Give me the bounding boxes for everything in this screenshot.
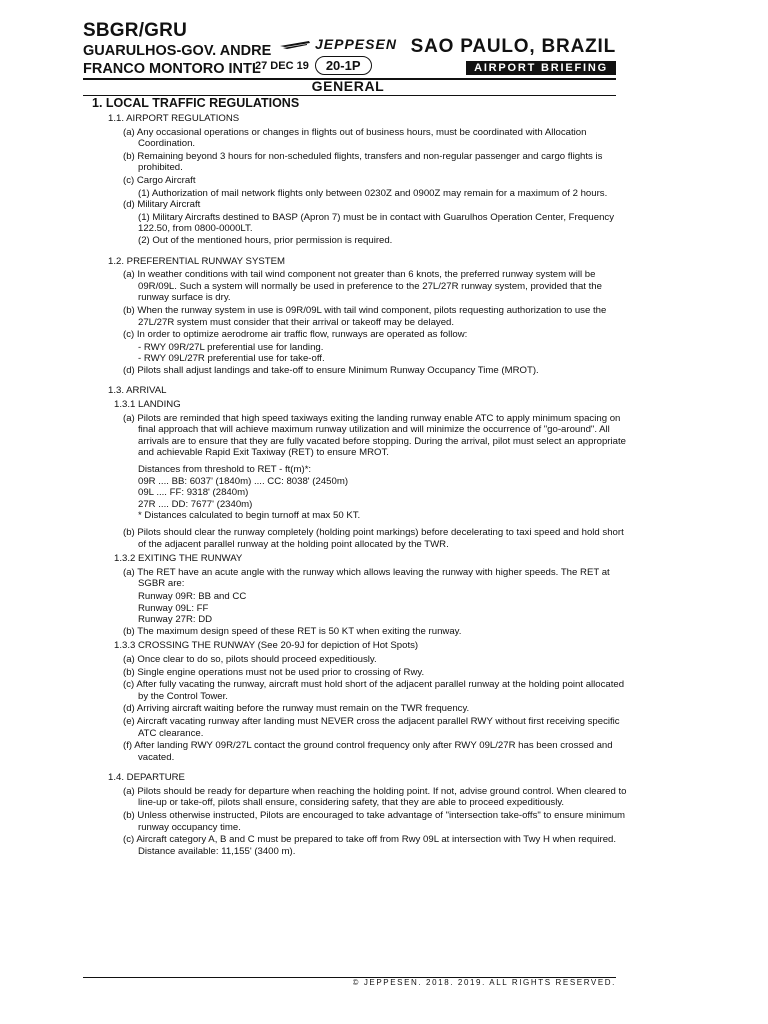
item-1-3-2-a: (a) The RET have an acute angle with the runway which allows leaving the runway with higher speeds. The RET at SGBR are: <box>123 566 610 590</box>
item-1-3-2-b: (b) The maximum design speed of these RET is 50 KT when exiting the runway. <box>123 625 462 637</box>
item-1-1-c1: (1) Authorization of mail network flights only between 0230Z and 0900Z may remain for a maximum of 2 hours. <box>138 187 608 199</box>
item-1-1-b: (b) Remaining beyond 3 hours for non-scheduled flights, transfers and non-regular passenger and cargo flights is prohibited. <box>123 150 603 174</box>
ret-distance-27r: 27R .... DD: 7677' (2340m) <box>138 498 253 510</box>
jeppesen-logo <box>279 36 405 52</box>
city-country: SAO PAULO, BRAZIL <box>410 36 616 57</box>
airport-code: SBGR/GRU <box>83 20 187 41</box>
brand-name: JEPPESEN <box>315 36 397 52</box>
item-1-4-b: (b) Unless otherwise instructed, Pilots are encouraged to take advantage of "intersection take-offs" to ensure minimum runway occupancy time. <box>123 810 626 833</box>
item-1-3-3-b: (b) Single engine operations must not be used prior to crossing of Rwy. <box>123 666 425 678</box>
item-1-3-3-f: (f) After landing RWY 09R/27L contact the ground control frequency only after RWY 09L/27R has been crossed and vacated. <box>123 740 613 763</box>
item-1-3-3-d: (d) Arriving aircraft waiting before the runway must remain on the TWR frequency. <box>123 703 470 715</box>
item-1-3-3-c: (c) After fully vacating the runway, aircraft must hold short of the adjacent parallel runway at the holding point allocated by the Control Tower. <box>123 679 625 702</box>
item-1-2-d: (d) Pilots shall adjust landings and take-off to ensure Minimum Runway Occupancy Time (MROT). <box>123 364 539 376</box>
heading-exiting-runway: 1.3.2 EXITING THE RUNWAY <box>114 553 243 565</box>
heading-crossing-runway: 1.3.3 CROSSING THE RUNWAY (See 20-9J for depiction of Hot Spots) <box>114 640 419 652</box>
item-1-3-3-a: (a) Once clear to do so, pilots should proceed expeditiously. <box>123 653 377 665</box>
ret-runway-27r: Runway 27R: DD <box>138 614 213 626</box>
briefing-body <box>92 96 627 858</box>
item-1-2-c1: - RWY 09R/27L preferential use for landing. <box>138 341 324 353</box>
heading-local-traffic: 1. LOCAL TRAFFIC REGULATIONS <box>92 96 300 110</box>
heading-arrival: 1.3. ARRIVAL <box>108 385 167 397</box>
item-1-1-d2: (2) Out of the mentioned hours, prior permission is required. <box>138 234 393 246</box>
item-1-2-c2: - RWY 09L/27R preferential use for take-off. <box>138 353 325 365</box>
item-1-3-1-a: (a) Pilots are reminded that high speed taxiways exiting the landing runway enable ATC to apply minimum spacing on final approach that will achieve maximum runway utilization and will minimize the occurrence of "go-around". All arrivals are to ensure that they are fully vacated before stopping. During the arrival, pilot must select an appropriate and achievable Rapid Exit Taxiway (RET) to ensure MROT. <box>123 412 626 459</box>
airport-name-line1: GUARULHOS-GOV. ANDRE <box>83 43 272 59</box>
ret-distance-09l: 09L .... FF: 9318' (2840m) <box>138 487 249 499</box>
item-1-2-b: (b) When the runway system in use is 09R/09L with tail wind component, pilots requesting authorization to use the 27L/27R system must consider that their arrival or takeoff may be delayed. <box>123 304 607 328</box>
item-1-1-a: (a) Any occasional operations or changes in flights out of business hours, must be coordinated with Allocation Coordination. <box>123 126 587 150</box>
ret-distances-title: Distances from threshold to RET - ft(m)*: <box>138 464 312 476</box>
chart-date: 27 DEC 19 <box>255 59 309 72</box>
ret-distance-09r: 09R .... BB: 6037' (1840m) .... CC: 8038' (2450m) <box>138 475 349 487</box>
item-1-1-d: (d) Military Aircraft <box>123 199 201 211</box>
item-1-3-1-b: (b) Pilots should clear the runway completely (holding point markings) before decelerating to taxi speed and hold short of the adjacent parallel runway at the holding point allocated by the TWR. <box>123 527 624 550</box>
location-block <box>411 36 616 76</box>
heading-preferential-runway: 1.2. PREFERENTIAL RUNWAY SYSTEM <box>108 255 285 267</box>
ret-runway-09l: Runway 09L: FF <box>138 602 209 614</box>
ret-runway-09r: Runway 09R: BB and CC <box>138 590 247 602</box>
ret-distance-note: * Distances calculated to begin turnoff at max 50 KT. <box>138 510 361 522</box>
publisher-block <box>255 36 405 75</box>
chart-id: 20-1P <box>315 56 372 75</box>
airport-identity <box>83 20 271 78</box>
item-1-3-3-e: (e) Aircraft vacating runway after landing must NEVER cross the adjacent parallel RWY without first receiving specific ATC clearance. <box>123 715 620 739</box>
item-1-4-a: (a) Pilots should be ready for departure when reaching the holding point. If not, advise ground control. When cleared to line-up or take-off, pilots shall ensure, considering safety, that they are able to proceed expeditiously. <box>123 785 627 809</box>
item-1-2-a: (a) In weather conditions with tail wind component not greater than 6 knots, the preferred runway system will be 09R/09L. Such a system will normally be used in preference to the 27L/27R runway system, provided that the runway surface is dry. <box>123 269 602 304</box>
airport-briefing-badge: AIRPORT BRIEFING <box>466 61 616 75</box>
copyright-notice: © JEPPESEN, 2018, 2019. ALL RIGHTS RESERVED. <box>352 978 616 985</box>
heading-airport-regulations: 1.1. AIRPORT REGULATIONS <box>108 113 240 124</box>
item-1-1-c: (c) Cargo Aircraft <box>123 174 196 186</box>
item-1-2-c: (c) In order to optimize aerodrome air traffic flow, runways are operated as follow: <box>123 329 468 341</box>
chart-meta <box>255 56 405 75</box>
heading-landing: 1.3.1 LANDING <box>114 399 181 411</box>
item-1-4-c: (c) Aircraft category A, B and C must be prepared to take off from Rwy 09L at intersection with Twy H when required. Distance available: 11,155' (3400 m). <box>123 834 617 857</box>
airport-name-line2: FRANCO MONTORO INTL <box>83 61 261 77</box>
heading-departure: 1.4. DEPARTURE <box>108 772 185 784</box>
section-title: GENERAL <box>311 78 385 94</box>
jeppesen-swoosh-icon <box>279 39 311 49</box>
item-1-1-d1: (1) Military Aircrafts destined to BASP (Apron 7) must be in contact with Guarulhos Operation Center, Frequency 122.50, from 0800-0000LT. <box>138 211 614 235</box>
